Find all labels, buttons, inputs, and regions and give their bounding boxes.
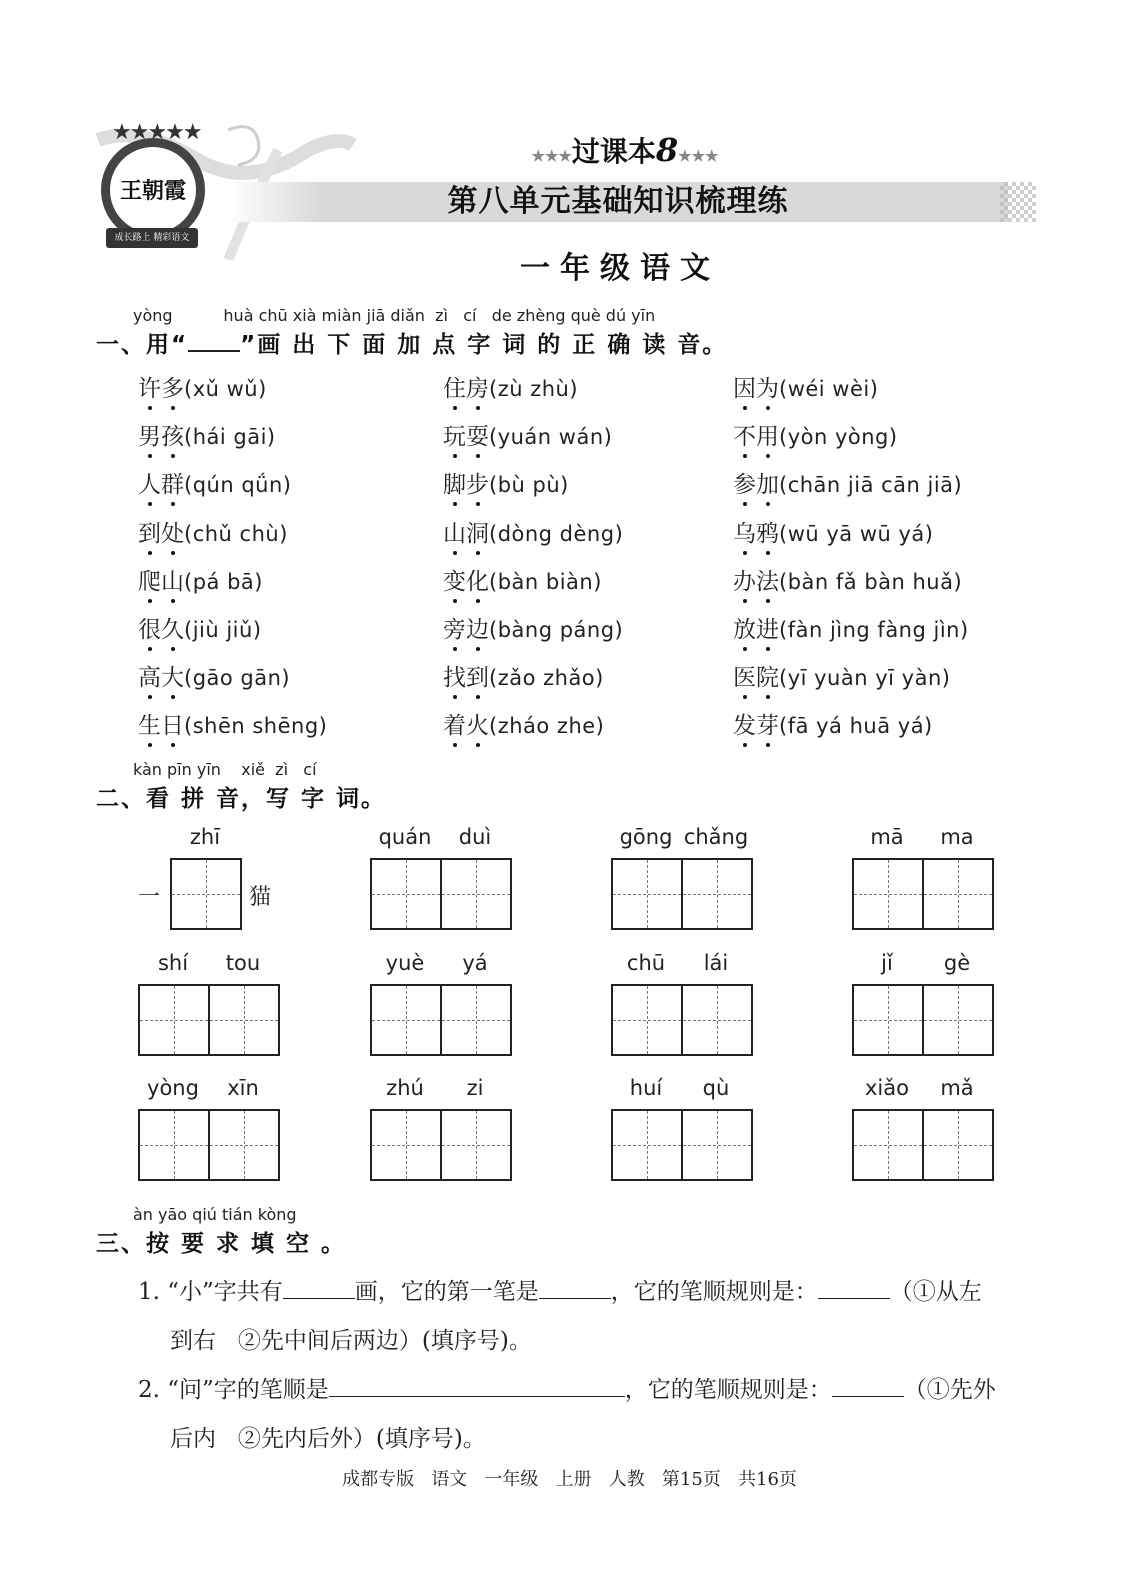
pinyin-choice-item: [443, 466, 569, 499]
page-title: 第八单元基础知识梳理练: [447, 184, 789, 219]
item-pinyin-options[interactable]: (qún qǘn): [184, 473, 292, 498]
item-word: 参加: [733, 466, 779, 499]
pinyin-choice-item: [138, 563, 263, 596]
emphasis-dot: [476, 454, 480, 458]
emphasis-dot: [148, 647, 152, 651]
emphasis-dot: [743, 743, 747, 747]
pinyin-choice-item: [733, 515, 933, 548]
logo-tagline: 成长路上 精彩语文: [106, 228, 198, 248]
subject-title: 一年级语文: [520, 251, 720, 286]
emphasis-dot: [743, 551, 747, 555]
writing-grid-box[interactable]: [440, 858, 512, 930]
item-pinyin-options[interactable]: (shēn shēng): [184, 714, 328, 739]
series-label: [500, 130, 750, 170]
emphasis-dot: [766, 695, 770, 699]
emphasis-dot: [766, 502, 770, 506]
writing-grid-box[interactable]: [611, 858, 683, 930]
writing-grid-box[interactable]: [440, 1109, 512, 1181]
item-word: 爬山: [138, 563, 184, 596]
writing-grid-box[interactable]: [170, 858, 242, 930]
q2-part-a: 2. “问”字的笔顺是: [138, 1377, 329, 1403]
section3-heading: 三、按 要 求 填 空 。: [96, 1231, 347, 1257]
pinyin-choice-item: [443, 707, 604, 740]
question-2-line-1: [138, 1371, 996, 1404]
emphasis-dot: [148, 599, 152, 603]
q2-blank-rule[interactable]: [832, 1376, 904, 1397]
grid-pinyin: mǎ: [940, 1076, 974, 1100]
item-pinyin-options[interactable]: (hái gāi): [184, 425, 276, 450]
emphasis-dot: [148, 502, 152, 506]
q2-part-c: （①先外: [903, 1377, 996, 1403]
answer-line-sample: [188, 332, 240, 352]
grid-pinyin: chǎng: [683, 825, 749, 849]
pinyin-choice-item: [138, 466, 291, 499]
emphasis-dot: [743, 502, 747, 506]
emphasis-dot: [743, 647, 747, 651]
emphasis-dot: [453, 406, 457, 410]
grid-prefix-char: 一: [138, 885, 161, 910]
item-pinyin-options[interactable]: (zù zhù): [489, 377, 579, 401]
grid-suffix-char: 猫: [249, 885, 272, 910]
emphasis-dot: [171, 695, 175, 699]
emphasis-dot: [453, 695, 457, 699]
grid-pinyin: gè: [943, 951, 971, 975]
emphasis-dot: [148, 695, 152, 699]
pinyin-choice-item: [733, 563, 962, 596]
emphasis-dot: [766, 406, 770, 410]
emphasis-dot: [476, 647, 480, 651]
pinyin-choice-item: [733, 466, 962, 499]
grid-pinyin: mā: [870, 825, 904, 849]
q1-part-d: （①从左: [889, 1279, 982, 1305]
item-word: 发芽: [733, 707, 779, 740]
item-pinyin-options[interactable]: (bàn biàn): [489, 569, 602, 594]
writing-grid-box[interactable]: [370, 858, 442, 930]
q1-blank-rule[interactable]: [818, 1278, 890, 1299]
emphasis-dot: [171, 454, 175, 458]
grid-pinyin: zhú: [386, 1076, 424, 1100]
writing-grid-box[interactable]: [922, 1109, 994, 1181]
emphasis-dot: [766, 454, 770, 458]
emphasis-dot: [476, 406, 480, 410]
question-1-line-1: [138, 1273, 982, 1306]
section2-pinyin: kàn pīn yīn xiě zì cí: [133, 760, 317, 779]
q1-blank-stroke-count[interactable]: [283, 1278, 355, 1299]
emphasis-dot: [476, 551, 480, 555]
item-pinyin-options[interactable]: (chān jiā cān jiā): [779, 473, 963, 498]
emphasis-dot: [453, 454, 457, 458]
grid-pinyin: duì: [458, 825, 492, 849]
emphasis-dot: [148, 743, 152, 747]
emphasis-dot: [453, 647, 457, 651]
pinyin-choice-item: [733, 659, 950, 692]
pinyin-choice-item: [733, 707, 933, 740]
emphasis-dot: [148, 454, 152, 458]
q2-part-b: ，它的笔顺规则是：: [624, 1377, 832, 1403]
section2-heading: 二、看 拼 音，写 字 词。: [96, 786, 387, 812]
item-word: 乌鸦: [733, 515, 779, 548]
grid-pinyin: qù: [702, 1076, 730, 1100]
item-word: 医院: [733, 659, 779, 692]
emphasis-dot: [171, 551, 175, 555]
writing-grid-box[interactable]: [208, 1109, 280, 1181]
pinyin-choice-item: [443, 370, 578, 403]
item-word: 玩耍: [443, 418, 489, 451]
item-word: 很久: [138, 611, 184, 644]
writing-grid-box[interactable]: [370, 1109, 442, 1181]
grid-pinyin: jǐ: [881, 951, 893, 975]
section1-pinyin: yòng huà chū xià miàn jiā diǎn zì cí de zhèng què dú yīn: [133, 306, 656, 325]
item-word: 旁边: [443, 611, 489, 644]
emphasis-dot: [171, 647, 175, 651]
item-pinyin-options[interactable]: (jiù jiǔ): [184, 618, 262, 642]
grid-pinyin: yuè: [385, 951, 425, 975]
pinyin-choice-item: [733, 418, 898, 451]
q1-part-b: 画，它的第一笔是: [354, 1279, 539, 1305]
writing-grid-box[interactable]: [922, 858, 994, 930]
pinyin-choice-item: [443, 611, 623, 644]
emphasis-dot: [453, 502, 457, 506]
pinyin-choice-item: [443, 659, 604, 692]
item-pinyin-options[interactable]: (yī yuàn yī yàn): [779, 666, 951, 691]
emphasis-dot: [171, 743, 175, 747]
pinyin-choice-item: [443, 563, 602, 596]
item-word: 办法: [733, 563, 779, 596]
item-pinyin-options[interactable]: (dòng dèng): [489, 521, 624, 546]
grid-pinyin: yòng: [147, 1076, 199, 1100]
emphasis-dot: [453, 551, 457, 555]
emphasis-dot: [743, 695, 747, 699]
item-pinyin-options[interactable]: (zǎo zhǎo): [489, 666, 604, 691]
item-word: 着火: [443, 707, 489, 740]
section1-heading: [96, 326, 727, 359]
series-stars-right: ★★★: [678, 147, 719, 165]
emphasis-dot: [766, 599, 770, 603]
item-pinyin-options[interactable]: (wū yā wū yá): [779, 521, 934, 546]
emphasis-dot: [743, 599, 747, 603]
item-word: 山洞: [443, 515, 489, 548]
item-word: 生日: [138, 707, 184, 740]
writing-grid-box[interactable]: [611, 1109, 683, 1181]
writing-grid-box[interactable]: [681, 984, 753, 1056]
writing-grid-box[interactable]: [681, 858, 753, 930]
item-word: 放进: [733, 611, 779, 644]
item-word: 住房: [443, 370, 489, 403]
series-number: 8: [655, 131, 679, 169]
writing-grid-box[interactable]: [440, 984, 512, 1056]
emphasis-dot: [766, 743, 770, 747]
item-word: 高大: [138, 659, 184, 692]
item-pinyin-options[interactable]: (bù pù): [489, 473, 569, 498]
q1-blank-first-stroke[interactable]: [539, 1278, 611, 1299]
writing-grid-box[interactable]: [208, 984, 280, 1056]
q1-part-a: 1. “小”字共有: [138, 1279, 283, 1305]
item-word: 男孩: [138, 418, 184, 451]
emphasis-dot: [453, 599, 457, 603]
writing-grid-box[interactable]: [681, 1109, 753, 1181]
q1-part-c: ，它的笔顺规则是：: [610, 1279, 818, 1305]
brand-logo: [101, 138, 205, 242]
grid-pinyin: zhī: [189, 825, 221, 849]
writing-grid-box[interactable]: [922, 984, 994, 1056]
grid-pinyin: huí: [629, 1076, 663, 1100]
grid-pinyin: shí: [157, 951, 189, 975]
item-word: 人群: [138, 466, 184, 499]
pinyin-choice-item: [138, 418, 276, 451]
writing-grid-box[interactable]: [370, 984, 442, 1056]
grid-pinyin: ma: [940, 825, 974, 849]
emphasis-dot: [453, 743, 457, 747]
emphasis-dot: [148, 551, 152, 555]
item-pinyin-options[interactable]: (fàn jìng fàng jìn): [779, 618, 969, 642]
q2-blank-stroke-order[interactable]: [329, 1376, 625, 1397]
emphasis-dot: [476, 502, 480, 506]
item-pinyin-options[interactable]: (gāo gān): [184, 666, 291, 691]
grid-pinyin: tou: [225, 951, 261, 975]
item-word: 找到: [443, 659, 489, 692]
item-word: 因为: [733, 370, 779, 403]
pinyin-choice-item: [138, 515, 288, 548]
pinyin-choice-item: [733, 611, 969, 644]
item-word: 许多: [138, 370, 184, 403]
grid-pinyin: quán: [378, 825, 432, 849]
item-word: 不用: [733, 418, 779, 451]
emphasis-dot: [476, 695, 480, 699]
grid-pinyin: chū: [626, 951, 666, 975]
section1-heading-b: ”画 出 下 面 加 点 字 词 的 正 确 读 音。: [240, 332, 728, 358]
emphasis-dot: [171, 502, 175, 506]
grid-pinyin: zi: [466, 1076, 484, 1100]
writing-grid-box[interactable]: [138, 984, 210, 1056]
emphasis-dot: [743, 454, 747, 458]
question-2-line-2: 后内 ②先内后外）(填序号)。: [170, 1426, 486, 1452]
question-1-line-2: 到右 ②先中间后两边）(填序号)。: [170, 1328, 532, 1354]
pinyin-choice-item: [443, 515, 623, 548]
pinyin-choice-item: [138, 707, 327, 740]
item-pinyin-options[interactable]: (bàng páng): [489, 618, 624, 642]
grid-pinyin: lái: [703, 951, 729, 975]
item-pinyin-options[interactable]: (wéi wèi): [779, 377, 879, 401]
item-word: 脚步: [443, 466, 489, 499]
grid-pinyin: xiǎo: [865, 1076, 909, 1100]
emphasis-dot: [148, 406, 152, 410]
section1-heading-a: 一、用“: [96, 332, 189, 358]
emphasis-dot: [171, 406, 175, 410]
writing-grid-box[interactable]: [852, 1109, 924, 1181]
item-pinyin-options[interactable]: (fā yá huā yá): [779, 714, 933, 739]
grid-pinyin: yá: [462, 951, 488, 975]
emphasis-dot: [171, 599, 175, 603]
item-pinyin-options[interactable]: (zháo zhe): [489, 714, 605, 739]
item-word: 变化: [443, 563, 489, 596]
logo-name: 王朝霞: [120, 178, 187, 204]
pinyin-choice-item: [443, 418, 612, 451]
series-text: 过课本: [571, 135, 656, 168]
emphasis-dot: [743, 406, 747, 410]
item-word: 到处: [138, 515, 184, 548]
item-pinyin-options[interactable]: (bàn fǎ bàn huǎ): [779, 569, 963, 594]
pinyin-choice-item: [733, 370, 878, 403]
item-pinyin-options[interactable]: (chǔ chù): [184, 521, 288, 546]
item-pinyin-options[interactable]: (pá bā): [184, 569, 263, 594]
grid-pinyin: xīn: [227, 1076, 259, 1100]
emphasis-dot: [476, 743, 480, 747]
section3-pinyin: àn yāo qiú tián kòng: [133, 1205, 297, 1224]
emphasis-dot: [766, 647, 770, 651]
pinyin-choice-item: [138, 659, 290, 692]
writing-grid-box[interactable]: [611, 984, 683, 1056]
grid-pinyin: gōng: [619, 825, 673, 849]
series-stars-left: ★★★: [531, 147, 572, 165]
item-pinyin-options[interactable]: (yòn yòng): [779, 425, 898, 450]
pinyin-choice-item: [138, 611, 262, 644]
item-pinyin-options[interactable]: (xǔ wǔ): [184, 377, 267, 401]
emphasis-dot: [766, 551, 770, 555]
item-pinyin-options[interactable]: (yuán wán): [489, 425, 613, 450]
logo-stars-icon: ★★★★★: [112, 120, 201, 145]
emphasis-dot: [476, 599, 480, 603]
writing-grid-box[interactable]: [852, 984, 924, 1056]
pinyin-choice-item: [138, 370, 267, 403]
writing-grid-box[interactable]: [138, 1109, 210, 1181]
writing-grid-box[interactable]: [852, 858, 924, 930]
page-footer: 成都专版 语文 一年级 上册 人教 第15页 共16页: [342, 1469, 797, 1490]
